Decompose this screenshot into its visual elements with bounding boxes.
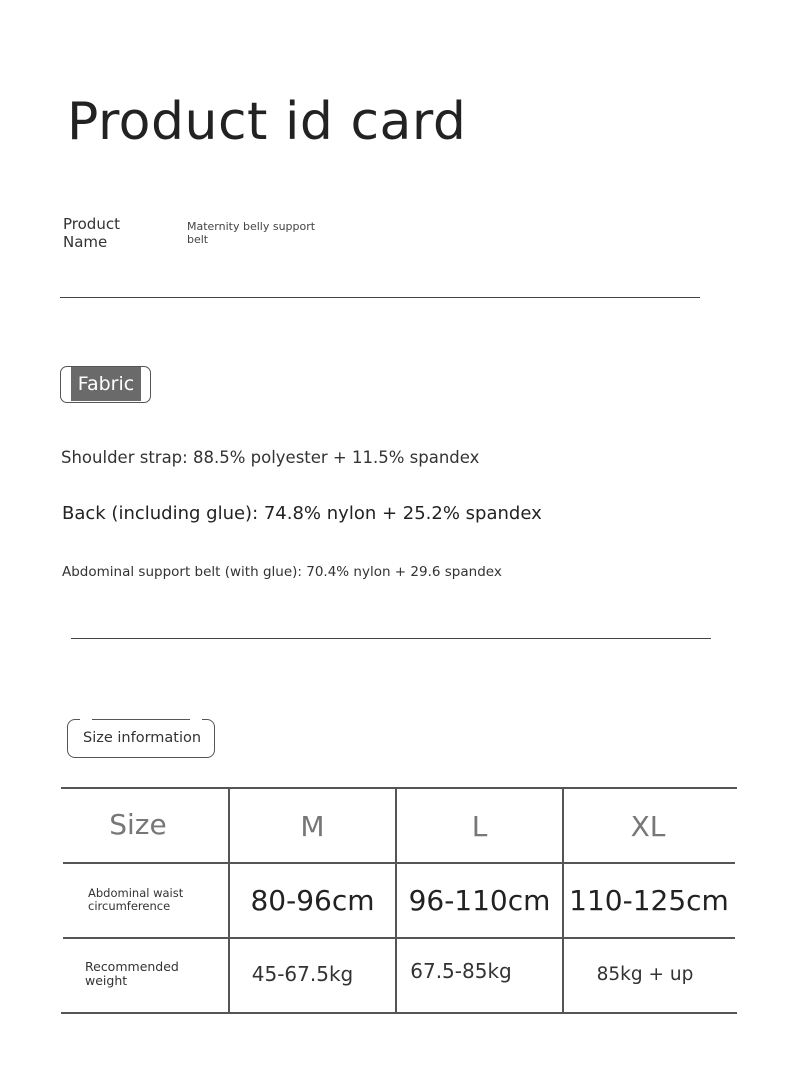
table-cell-m-waist: 80-96cm: [250, 883, 375, 917]
fabric-badge: [60, 366, 151, 403]
table-cell-m-weight: 45-67.5kg: [251, 962, 354, 986]
table-header-l: L: [471, 809, 488, 843]
row-label-weight: Recommended weight: [85, 959, 179, 988]
product-name-value: Maternity belly support belt: [187, 220, 316, 246]
page-title: Product id card: [67, 92, 467, 152]
table-cell-xl-weight: 85kg + up: [596, 963, 694, 985]
row-label-waist: Abdominal waist circumference: [88, 886, 184, 913]
product-name-label: Product Name: [63, 215, 120, 251]
table-header-m: M: [300, 809, 325, 843]
fabric-badge-label: Fabric: [71, 367, 141, 401]
table-header-xl: XL: [630, 809, 666, 843]
divider: [60, 297, 700, 298]
divider: [71, 638, 711, 639]
fabric-line-back: Back (including glue): 74.8% nylon + 25.2% spandex: [62, 503, 542, 524]
size-information-label: Size information: [83, 730, 202, 746]
table-rule: [61, 1012, 737, 1014]
fabric-line-shoulder-strap: Shoulder strap: 88.5% polyester + 11.5% spandex: [61, 448, 480, 467]
table-cell-l-waist: 96-110cm: [408, 883, 551, 917]
table-cell-l-weight: 67.5-85kg: [410, 959, 512, 983]
table-cell-xl-waist: 110-125cm: [569, 883, 729, 917]
table-header-size: Size: [109, 807, 167, 841]
fabric-line-abdominal-belt: Abdominal support belt (with glue): 70.4% nylon + 29.6 spandex: [62, 564, 502, 580]
size-information-badge: [67, 719, 215, 758]
